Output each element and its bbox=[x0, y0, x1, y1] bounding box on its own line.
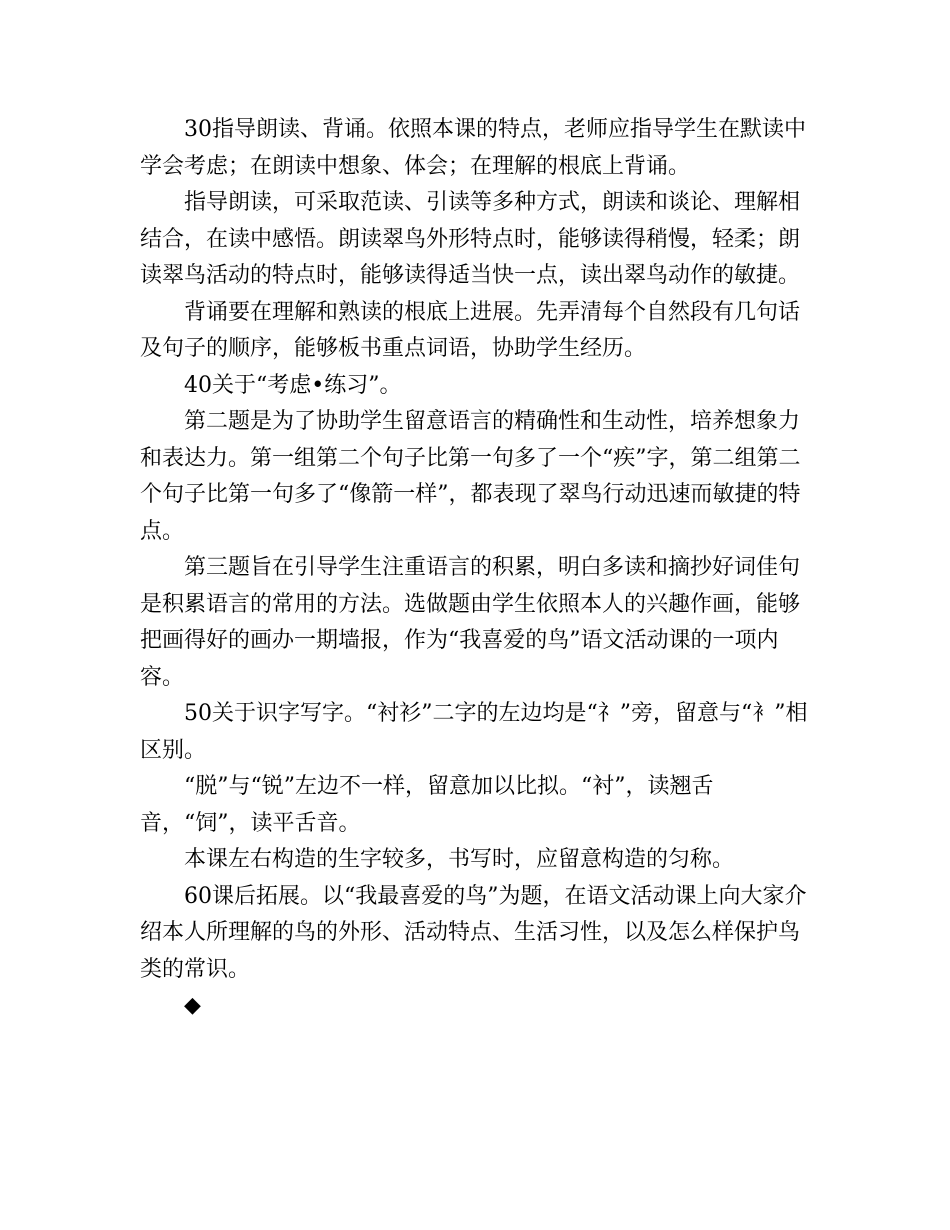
paragraph-9: 本课左右构造的生字较多，书写时，应留意构造的匀称。 bbox=[184, 847, 735, 872]
paragraph-1: 30指导朗读、背诵。依照本课的特点，老师应指导学生在默读中学会考虑；在朗读中想象、体会；在理解的根底上背诵。 bbox=[140, 117, 806, 179]
document-body bbox=[140, 112, 820, 1025]
paragraph-3: 背诵要在理解和熟读的根底上进展。先弄清每个自然段有几句话及句子的顺序，能够板书重点词语，协助学生经历。 bbox=[140, 299, 801, 361]
diamond-bullet: ◆ bbox=[184, 993, 201, 1018]
paragraph-7: 50关于识字写字。“衬衫”二字的左边均是“礻”旁，留意与“衤”相区别。 bbox=[140, 701, 808, 763]
paragraph-4: 40关于“考虑•练习”。 bbox=[184, 372, 402, 398]
paragraph-2: 指导朗读，可采取范读、引读等多种方式，朗读和谈论、理解相结合，在读中感悟。朗读翠鸟外形特点时，能够读得稍慢，轻柔；朗读翠鸟活动的特点时，能够读得适当快一点，读出翠鸟动作的敏捷。 bbox=[140, 190, 801, 288]
paragraph-6: 第三题旨在引导学生注重语言的积累，明白多读和摘抄好词佳句是积累语言的常用的方法。选做题由学生依照本人的兴趣作画，能够把画得好的画办一期墙报，作为“我喜爱的鸟”语文活动课的一项内容。 bbox=[140, 555, 801, 690]
paragraph-10: 60课后拓展。以“我最喜爱的鸟”为题，在语文活动课上向大家介绍本人所理解的鸟的外形、活动特点、生活习性，以及怎么样保护鸟类的常识。 bbox=[140, 883, 807, 982]
paragraph-5: 第二题是为了协助学生留意语言的精确性和生动性，培养想象力和表达力。第一组第二个句子比第一句多了一个“疾”字，第二组第二个句子比第一句多了“像箭一样”，都表现了翠鸟行动迅速而敏捷的特点。 bbox=[140, 409, 801, 544]
paragraph-8: “脱”与“锐”左边不一样，留意加以比拟。“衬”，读翘舌音，“饲”，读平舌音。 bbox=[140, 774, 714, 836]
